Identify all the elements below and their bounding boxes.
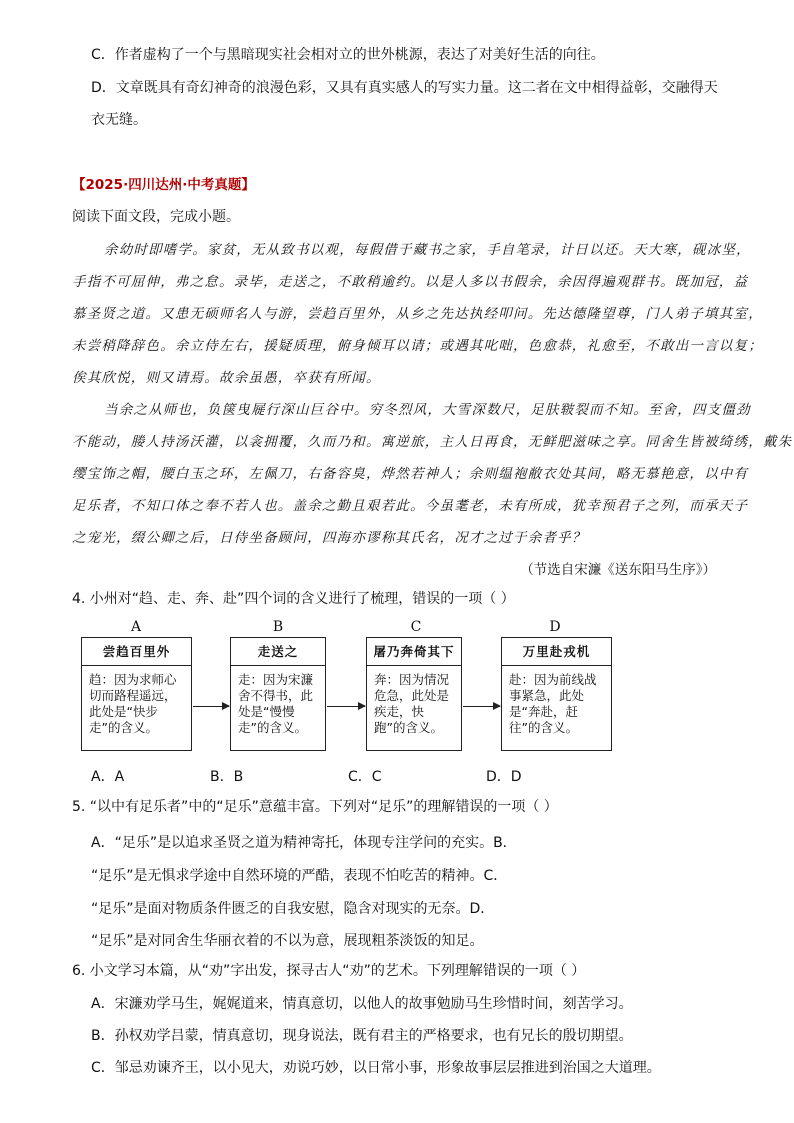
box-b-body: 走：因为宋濂舍不得书，此处是“慢慢走”的含义。	[238, 672, 314, 735]
q6-option-b[interactable]: B．孙权劝学吕蒙，情真意切，现身说法，既有君主的严格要求，也有兄长的殷切期望。	[91, 1028, 633, 1044]
box-b	[230, 637, 326, 751]
box-c	[366, 637, 462, 751]
box-b-letter: B	[272, 619, 284, 635]
option-c-prev: C．作者虚构了一个与黑暗现实社会相对立的世外桃源，表达了对美好生活的向往。	[91, 47, 605, 63]
arrow-a-b	[193, 706, 229, 707]
option-d-prev-line1: D．文章既具有奇幻神奇的浪漫色彩，又具有真实感人的写实力量。这二者在文中相得益彰，交融得天	[91, 80, 718, 96]
box-a-head: 尝趋百里外	[82, 638, 191, 666]
q6-stem: 6. 小文学习本篇，从“劝”字出发，探寻古人“劝”的艺术。下列理解错误的一项（ ）	[72, 963, 586, 979]
q6-option-c[interactable]: C．邹忌劝谏齐王，以小见大，劝说巧妙，以日常小事，形象故事层层推进到治国之大道理。	[91, 1060, 661, 1076]
passage-p2-line4: 足乐者，不知口体之奉不若人也。盖余之勤且艰若此。今虽耄老，未有所成，犹幸预君子之列，而承天子	[72, 498, 749, 514]
passage-p1-line3: 慕圣贤之道。又患无硕师名人与游，尝趋百里外，从乡之先达执经叩问。先达德隆望尊，门人弟子填其室，	[72, 306, 763, 322]
option-d-prev-line2: 衣无缝。	[91, 112, 147, 128]
q5-line4[interactable]: “足乐”是对同舍生华丽衣着的不以为意，展现粗茶淡饭的知足。	[91, 933, 484, 949]
q6-option-a[interactable]: A．宋濂劝学马生，娓娓道来，情真意切，以他人的故事勉励马生珍惜时间，刻苦学习。	[91, 996, 633, 1012]
box-a-body: 趋：因为求师心切而路程遥远，此处是“快步走”的含义。	[89, 672, 177, 735]
q4-choice-b[interactable]: B．B	[210, 769, 244, 785]
passage-p2-line3: 缨宝饰之帽，腰白玉之环，左佩刀，右备容臭，烨然若神人；余则缊袍敝衣处其间，略无慕艳意，以中有	[72, 466, 749, 482]
passage-p1-line1: 余幼时即嗜学。家贫，无从致书以观，每假借于藏书之家，手自笔录，计日以还。天大寒，砚冰坚，	[104, 242, 751, 258]
passage-p1-line2: 手指不可屈伸，弗之怠。录毕，走送之，不敢稍逾约。以是人多以书假余，余因得遍观群书。既加冠，益	[72, 274, 749, 290]
source-tag: 【2025·四川达州·中考真题】	[72, 177, 255, 193]
box-c-head: 屠乃奔倚其下	[367, 638, 461, 666]
passage-p2-line5: 之宠光，缀公卿之后，日侍坐备顾问，四海亦谬称其氏名，况才之过于余者乎？	[72, 530, 587, 546]
q5-line2[interactable]: “足乐”是无惧求学途中自然环境的严酷，表现不怕吃苦的精神。C．	[91, 868, 508, 884]
box-c-body: 奔：因为情况危急，此处是疾走，快跑”的含义。	[374, 672, 450, 735]
passage-p2-line1: 当余之从师也，负箧曳屣行深山巨谷中。穷冬烈风，大雪深数尺，足肤皲裂而不知。至舍，四支僵劲	[104, 402, 751, 418]
box-d-head: 万里赴戎机	[502, 638, 611, 666]
box-d-letter: D	[549, 619, 561, 635]
q4-choice-c[interactable]: C．C	[348, 769, 382, 785]
passage-p2-line2: 不能动，媵人持汤沃灌，以衾拥覆，久而乃和。寓逆旅，主人日再食，无鲜肥滋味之享。同舍生皆被绮绣，戴朱	[72, 434, 793, 450]
box-d-body: 赴：因为前线战事紧急，此处是“奔赴，赶往”的含义。	[509, 672, 597, 735]
q5-line3[interactable]: “足乐”是面对物质条件匮乏的自我安慰，隐含对现实的无奈。D．	[91, 901, 495, 917]
q4-choice-d[interactable]: D．D	[486, 769, 522, 785]
q4-stem: 4. 小州对“趋、走、奔、赴”四个词的含义进行了梳理，错误的一项（ ）	[72, 591, 515, 607]
passage-source: （节选自宋濂《送东阳马生序》）	[520, 562, 716, 578]
box-a-letter: A	[130, 619, 142, 635]
box-b-head: 走送之	[231, 638, 325, 666]
box-c-letter: C	[410, 619, 422, 635]
arrow-c-d	[463, 706, 500, 707]
instruction: 阅读下面文段，完成小题。	[72, 209, 240, 225]
passage-p1-line5: 俟其欣悦，则又请焉。故余虽愚，卒获有所闻。	[72, 370, 381, 386]
arrow-b-c	[327, 706, 365, 707]
passage-p1-line4: 未尝稍降辞色。余立侍左右，援疑质理，俯身倾耳以请；或遇其叱咄，色愈恭，礼愈至，不敢出一言以复；	[72, 338, 763, 354]
box-a	[81, 637, 192, 751]
q5-line1[interactable]: A．“足乐”是以追求圣贤之道为精神寄托，体现专注学问的充实。B．	[91, 835, 517, 851]
q5-stem: 5. “以中有足乐者”中的“足乐”意蕴丰富。下列对“足乐”的理解错误的一项（ ）	[72, 799, 558, 815]
q4-choice-a[interactable]: A．A	[91, 769, 125, 785]
box-d	[501, 637, 612, 751]
